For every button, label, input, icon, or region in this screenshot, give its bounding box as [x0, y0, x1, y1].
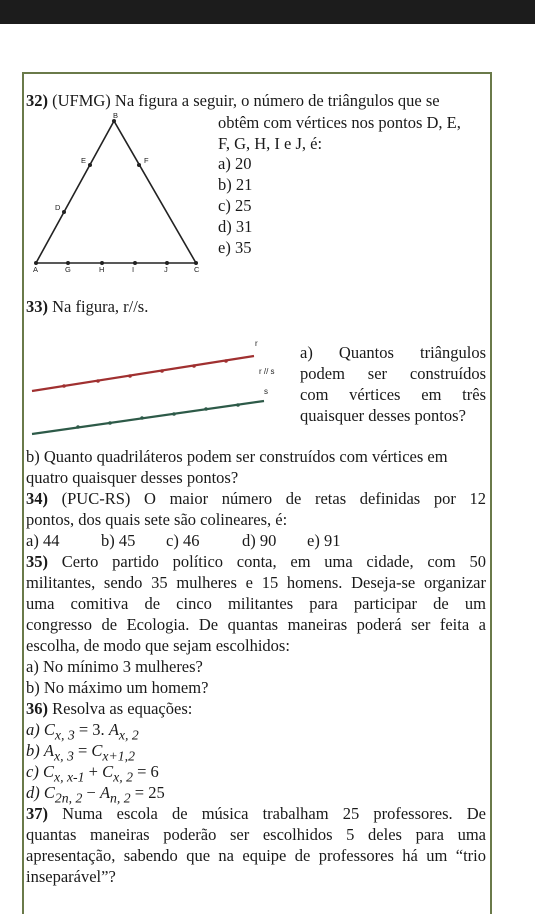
q32-text-1: (UFMG) Na figura a seguir, o número de triângulos que se: [52, 91, 440, 110]
label-j: J: [164, 265, 168, 274]
q35-text-1: Certo partido político conta, em uma cidade, com 50: [61, 552, 486, 571]
q32-option-d: d) 31: [218, 217, 253, 236]
q35-line-4: congresso de Ecologia. De quantas maneiras poderá ser feita a: [26, 615, 486, 634]
label-b: B: [113, 111, 119, 120]
eq-sub-2: x, 2: [113, 769, 133, 785]
q34-option-a: a) 44: [26, 531, 60, 550]
eq-operator: = 3.: [78, 720, 105, 739]
q34-option-e: e) 91: [307, 531, 341, 550]
q35-line-5: escolha, de modo que sejam escolhidos:: [26, 636, 290, 655]
label-g: G: [65, 265, 71, 274]
eq-term-2: A: [99, 783, 111, 802]
q36-title: Resolva as equações:: [52, 699, 193, 718]
eq-operator: −: [86, 783, 96, 802]
eq-sub-1: x, 3: [54, 727, 75, 743]
q37-line-3: apresentação, sabendo que na equipe de professores há um “trio: [26, 846, 486, 865]
label-f: F: [144, 156, 149, 165]
q32-line-1: [26, 91, 440, 112]
eq-label: b): [26, 741, 40, 760]
q37-number: 37): [26, 804, 48, 823]
q33-parallel-lines-figure: [26, 336, 296, 446]
q37-text-1: Numa escola de música trabalham 25 professores. De: [62, 804, 487, 823]
eq-operator: =: [77, 741, 88, 760]
eq-term-2: C: [91, 741, 103, 760]
label-h: H: [99, 265, 105, 274]
q32-option-c: c) 25: [218, 196, 252, 215]
label-r-parallel-s: r // s: [259, 367, 275, 376]
q37-line-2: quantas maneiras poderão ser escolhidos 5 deles para uma: [26, 825, 486, 844]
eq-sub-2: n, 2: [110, 790, 131, 806]
line-s: [32, 401, 264, 434]
eq-sub-1: x, 3: [53, 748, 74, 764]
eq-term-1: C: [43, 783, 55, 802]
label-r: r: [255, 339, 258, 348]
q36-number: 36): [26, 699, 48, 718]
q32-option-a: a) 20: [218, 154, 252, 173]
q33-a-line-1: a) Quantos triângulos: [300, 343, 486, 362]
eq-sub-1: 2n, 2: [54, 790, 83, 806]
q34-number: 34): [26, 489, 48, 508]
q33-a-line-4: quaisquer desses pontos?: [300, 406, 466, 425]
eq-term-2: C: [102, 762, 114, 781]
eq-term-2: A: [108, 720, 119, 739]
eq-sub-2: x, 2: [118, 727, 139, 743]
q33-a-line-2: podem ser construídos: [300, 364, 486, 383]
eq-label: a): [26, 720, 40, 739]
label-d: D: [55, 203, 61, 212]
q33-b-line-2: quatro quaisquer desses pontos?: [26, 468, 239, 487]
eq-sub-1: x, x-1: [53, 769, 85, 785]
q34-text-1: (PUC-RS) O maior número de retas definidas por 12: [61, 489, 487, 508]
label-c: C: [194, 265, 200, 274]
q34-option-c: c) 46: [166, 531, 200, 550]
eq-label: d): [26, 783, 40, 802]
label-s: s: [264, 387, 268, 396]
q33-intro: Na figura, r//s.: [52, 297, 149, 316]
eq-result: = 6: [137, 762, 159, 781]
q35-item-a: a) No mínimo 3 mulheres?: [26, 657, 203, 676]
label-e: E: [81, 156, 87, 165]
q34-option-d: d) 90: [242, 531, 277, 550]
q32-number: 32): [26, 91, 48, 110]
q34-line-2: pontos, dos quais sete são colineares, é:: [26, 510, 288, 529]
q37-line-4: inseparável”?: [26, 867, 116, 886]
eq-sub-2: x+1,2: [102, 748, 135, 764]
q32-option-b: b) 21: [218, 175, 253, 194]
q32-option-e: e) 35: [218, 238, 252, 257]
q35-line-2: militantes, sendo 35 mulheres e 15 homens. Deseja-se organizar: [26, 573, 486, 592]
eq-term-1: C: [42, 762, 54, 781]
q36-title-line: [26, 699, 192, 720]
eq-result: = 25: [134, 783, 165, 802]
q32-line-2: obtêm com vértices nos pontos D, E,: [218, 113, 461, 132]
q33-b-line-1: b) Quanto quadriláteros podem ser construídos com vértices em: [26, 447, 448, 466]
top-dark-bar: [0, 0, 535, 24]
q35-line-3: uma comitiva de cinco militantes para participar de um: [26, 594, 486, 613]
q33-intro-line: [26, 297, 148, 318]
q35-item-b: b) No máximo um homem?: [26, 678, 209, 697]
q37-line-1: [26, 804, 486, 825]
q35-line-1: [26, 552, 486, 573]
eq-operator: +: [88, 762, 98, 781]
eq-label: c): [26, 762, 39, 781]
label-i: I: [132, 265, 135, 274]
q33-number: 33): [26, 297, 48, 316]
q34-option-b: b) 45: [101, 531, 136, 550]
q32-line-3: F, G, H, I e J, é:: [218, 134, 323, 153]
q35-number: 35): [26, 552, 48, 571]
label-a: A: [33, 265, 39, 274]
eq-term-1: C: [43, 720, 55, 739]
eq-term-1: A: [43, 741, 54, 760]
q33-a-line-3: com vértices em três: [300, 385, 486, 404]
q32-triangle-figure: [26, 110, 216, 280]
q34-line-1: [26, 489, 486, 510]
